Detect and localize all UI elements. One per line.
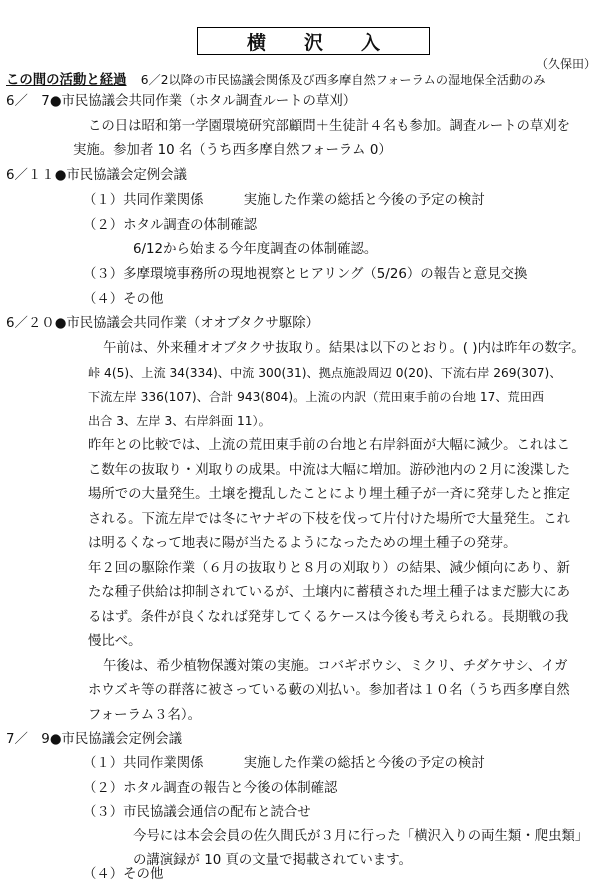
entry-title: ●市民協議会共同作業（ホタル調査ルートの草刈） bbox=[49, 94, 357, 109]
entry-date: 7／ 9 bbox=[6, 732, 50, 747]
entry-body-line: 午後は、希少植物保護対策の実施。コバギボウシ、ミクリ、チダケサシ、イガ bbox=[103, 659, 568, 674]
entry-body-line: ホウズキ等の群落に被さっている藪の刈払い。参加者は１０名（うち西多摩自然 bbox=[88, 683, 570, 698]
entry-heading bbox=[6, 92, 356, 112]
entry-body-line: 峠 4(5)、上流 34(334)、中流 300(31)、拠点施設周辺 0(20)、下流右岸 269(307)、 bbox=[88, 366, 562, 380]
agenda-detail: の講演録が 10 頁の文量で掲載されています。 bbox=[133, 853, 412, 868]
entry-body-line: 年２回の駆除作業（６月の抜取りと８月の刈取り）の結果、減少傾向にあり、新 bbox=[88, 561, 571, 576]
intro-subtitle: 6／2以降の市民協議会関係及び西多摩自然フォーラムの湿地保全活動のみ bbox=[140, 73, 546, 87]
entry-title: ●市民協議会定例会議 bbox=[54, 168, 187, 183]
entry-body-line: 慢比べ。 bbox=[88, 634, 142, 649]
agenda-item: （３）市民協議会通信の配布と読合せ bbox=[83, 805, 311, 820]
entry-body-line: こ数年の抜取り・刈取りの成果。中流は大幅に増加。游砂池内の２月に浚渫した bbox=[88, 463, 571, 478]
agenda-item: （３）多摩環境事務所の現地視察とヒアリング（5/26）の報告と意見交換 bbox=[83, 267, 528, 282]
entry-body-line: 昨年との比較では、上流の荒田東手前の台地と右岸斜面が大幅に減少。これはこ bbox=[88, 438, 571, 453]
title-char-1: 横 bbox=[246, 31, 266, 54]
agenda-item: （１）共同作業関係 実施した作業の総括と今後の予定の検討 bbox=[83, 756, 485, 771]
entry-body-line: たな種子供給は抑制されているが、土壌内に蓄積された埋土種子はまだ膨大にあ bbox=[88, 585, 571, 600]
entry-title: ●市民協議会共同作業（オオブタクサ駆除） bbox=[54, 316, 320, 331]
entry-date: 6／ 7 bbox=[6, 94, 50, 109]
entry-body-line: 下流左岸 336(107)、合計 943(804)。上流の内訳（荒田東手前の台地 17、荒田西 bbox=[88, 390, 545, 404]
entry-body-line: 出合 3、左岸 3、右岸斜面 11）。 bbox=[88, 414, 271, 428]
intro-heading: この間の活動と経過 bbox=[6, 73, 127, 88]
entry-body-line: 午前は、外来種オオブタクサ抜取り。結果は以下のとおり。( )内は昨年の数字。 bbox=[103, 341, 585, 356]
entry-date: 6／２０ bbox=[6, 316, 55, 331]
entry-heading bbox=[6, 730, 182, 750]
title-char-2: 沢 bbox=[303, 31, 323, 54]
entry-body-line: この日は昭和第一学園環境研究部顧問＋生徒計４名も参加。調査ルートの草刈を bbox=[88, 119, 571, 134]
entry-heading bbox=[6, 314, 319, 334]
author: （久保田） bbox=[535, 57, 596, 71]
entry-body-line: るはず。条件が良くなれば発芽してくるケースは今後も考えられる。長期戦の我 bbox=[88, 610, 569, 625]
entry-body-line: 実施。参加者 10 名（うち西多摩自然フォーラム 0） bbox=[73, 143, 392, 158]
intro-line bbox=[6, 70, 546, 91]
entry-body-line: 場所での大量発生。土壌を攪乱したことにより埋土種子が一斉に発芽したと推定 bbox=[88, 487, 571, 502]
entry-title: ●市民協議会定例会議 bbox=[49, 732, 183, 747]
agenda-item: （１）共同作業関係 実施した作業の総括と今後の予定の検討 bbox=[83, 193, 485, 208]
agenda-item: （４）その他 bbox=[83, 867, 164, 882]
entry-date: 6／１１ bbox=[6, 168, 55, 183]
entry-heading bbox=[6, 166, 187, 186]
agenda-item: （４）その他 bbox=[83, 292, 164, 307]
entry-body-line: される。下流左岸では冬にヤナギの下枝を伐って片付けた場所で大量発生。これ bbox=[88, 512, 571, 527]
agenda-detail: 6/12から始まる今年度調査の体制確認。 bbox=[133, 242, 378, 257]
entry-body-line: は明るくなって地表に陽が当たるようになったための埋土種子の発芽。 bbox=[88, 536, 517, 551]
title-char-3: 入 bbox=[360, 31, 380, 54]
agenda-item: （２）ホタル調査の報告と今後の体制確認 bbox=[83, 781, 338, 796]
entry-body-line: フォーラム３名）。 bbox=[88, 708, 202, 723]
page-title bbox=[197, 27, 430, 55]
agenda-item: （２）ホタル調査の体制確認 bbox=[83, 218, 258, 233]
agenda-detail: 今号には本会会員の佐久間氏が３月に行った「横沢入りの両生類・爬虫類」 bbox=[133, 829, 589, 844]
